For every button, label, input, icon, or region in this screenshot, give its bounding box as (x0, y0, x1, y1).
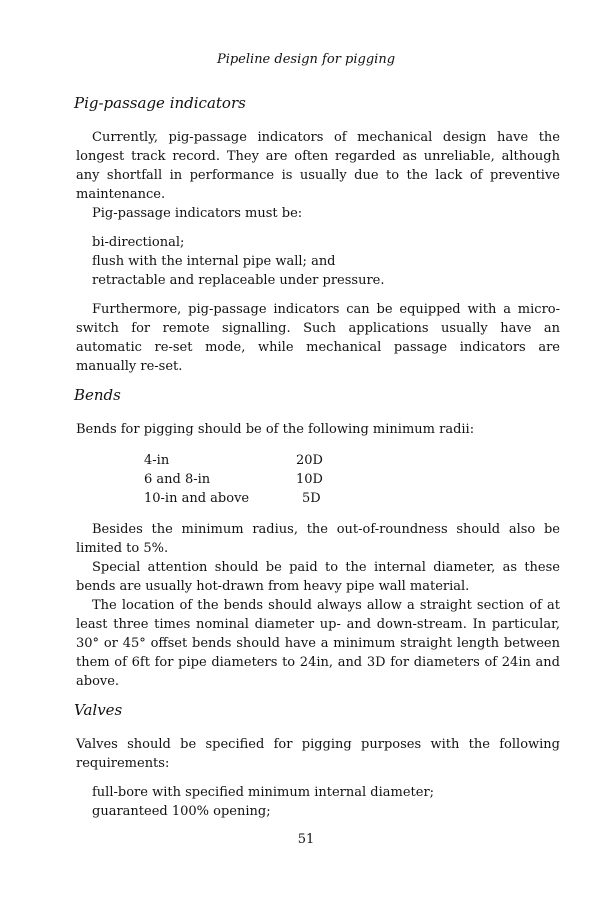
radius-cell: 10D (296, 472, 323, 487)
page-number: 51 (297, 832, 315, 847)
pipe-size-cell: 4-in (144, 453, 170, 468)
requirement-list (92, 233, 560, 290)
table-row (144, 470, 323, 489)
pipe-size-cell: 10-in and above (144, 491, 250, 506)
requirement-list (92, 783, 560, 821)
paragraph: Special attention should be paid to the internal diameter, as these bends are usually hot-drawn from heavy pipe wall material. (76, 560, 560, 594)
paragraph: Pig-passage indicators must be: (92, 206, 303, 221)
list-item: guaranteed 100% opening; (92, 804, 271, 819)
running-header: Pipeline design for pigging (216, 52, 396, 67)
list-item: flush with the internal pipe wall; and (92, 254, 336, 269)
paragraph: The location of the bends should always allow a straight section of at least three times nominal diameter up- and down-stream. In particular, 30° or 45° offset bends should have a minimum straight length between them of 6ft for pipe diameters to 24in, and 3D for diameters of 24in and above. (76, 598, 560, 689)
section-heading-valves: Valves (74, 701, 123, 719)
list-item: full-bore with specified minimum internal diameter; (92, 785, 435, 800)
paragraph: Valves should be specified for pigging purposes with the following requirements: (76, 737, 560, 771)
list-item: bi-directional; (92, 235, 185, 250)
table-row (144, 451, 323, 470)
paragraph: Currently, pig-passage indicators of mechanical design have the longest track record. They are often regarded as unreliable, although any shortfall in performance is usually due to the lack of preventive maintenance. (76, 130, 560, 202)
radius-cell: 20D (296, 453, 323, 468)
paragraph: Furthermore, pig-passage indicators can be equipped with a micro-switch for remote signalling. Such applications usually have an automatic re-set mode, while mechanical passage indicators are manually re-set. (76, 302, 560, 374)
section-heading-bends: Bends (74, 386, 121, 404)
page-body (76, 92, 560, 831)
radius-cell: 5D (302, 491, 321, 506)
paragraph: Bends for pigging should be of the following minimum radii: (76, 422, 475, 437)
list-item: retractable and replaceable under pressure. (92, 273, 385, 288)
table-row (144, 489, 323, 508)
bend-radii-table (144, 451, 323, 508)
pipe-size-cell: 6 and 8-in (144, 472, 211, 487)
paragraph: Besides the minimum radius, the out-of-roundness should also be limited to 5%. (76, 522, 560, 556)
section-heading-pig-passage: Pig-passage indicators (74, 94, 246, 112)
